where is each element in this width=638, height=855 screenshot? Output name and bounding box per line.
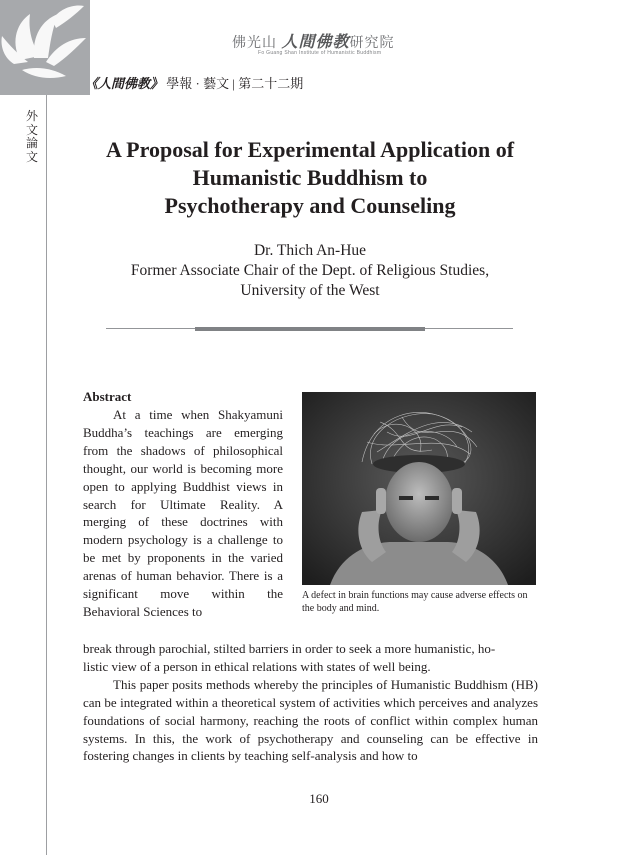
side-label-char: 論 bbox=[25, 136, 38, 150]
side-label-char: 文 bbox=[25, 149, 38, 164]
author-affiliation: Former Associate Chair of the Dept. of Religious Studies, bbox=[130, 262, 490, 279]
author-block bbox=[70, 241, 550, 301]
body-paragraph: This paper posits methods whereby the principles of Humanistic Buddhism (HB) can be integrated within a theoretical system of activities which perceives and analyzes foundations of social harmony, reaching the roots of conflict within complex human systems. In this, the work of psychotherapy and counseling can be effective in fostering changes in clients by teaching self-analysis and how to bbox=[83, 676, 538, 764]
body-line: break through parochial, stilted barriers in order to seek a more humanistic, ho- bbox=[83, 641, 496, 656]
author-institution: University of the West bbox=[240, 282, 380, 299]
page-number: 160 bbox=[309, 791, 329, 806]
abstract-column-text bbox=[83, 406, 283, 621]
institute-name bbox=[232, 29, 395, 52]
title-line: Humanistic Buddhism to bbox=[192, 165, 428, 190]
journal-brand: 《人間佛教》 bbox=[85, 76, 164, 91]
author-name: Dr. Thich An-Hue bbox=[253, 242, 367, 259]
institute-english-name: Fo Guang Shan Institute of Humanistic Buddhism bbox=[258, 50, 382, 56]
margin-divider bbox=[46, 95, 47, 855]
body-text bbox=[83, 640, 538, 765]
title-line: A Proposal for Experimental Application of bbox=[105, 137, 515, 162]
brain-photo-illustration bbox=[302, 392, 536, 585]
side-label-char: 文 bbox=[25, 122, 38, 137]
journal-issue: 學報 · 藝文 | 第二十二期 bbox=[166, 76, 304, 91]
figure-caption: A defect in brain functions may cause adverse effects on the body and mind. bbox=[302, 590, 528, 614]
side-label-char: 外 bbox=[25, 109, 38, 123]
lotus-icon bbox=[0, 0, 90, 95]
figure-photo bbox=[302, 392, 536, 585]
title-line: Psychotherapy and Counseling bbox=[164, 193, 456, 218]
abstract-paragraph: At a time when Shakyamuni Buddha’s teachings are emerging from the shadows of philosophical thought, our world is becoming more open to applying Buddhist views in search for Ultimate Reality. A merging of these doctrines with modern psychology is a challenge to be met by proponents in the varied arenas of human behavior. There is a significant move within the Behavioral Sciences to bbox=[83, 407, 283, 619]
abstract-heading: Abstract bbox=[83, 389, 132, 404]
corner-lotus-emblem bbox=[0, 0, 90, 95]
title-rule-accent bbox=[195, 327, 425, 331]
body-line: listic view of a person in ethical relations with states of well being. bbox=[83, 658, 431, 674]
section-side-label bbox=[24, 110, 40, 164]
article-title bbox=[70, 136, 550, 220]
institute-brand: 人間佛教 bbox=[281, 34, 350, 51]
institute-prefix: 佛光山 bbox=[232, 36, 277, 51]
journal-header bbox=[85, 73, 303, 92]
institute-suffix: 研究院 bbox=[349, 36, 395, 51]
